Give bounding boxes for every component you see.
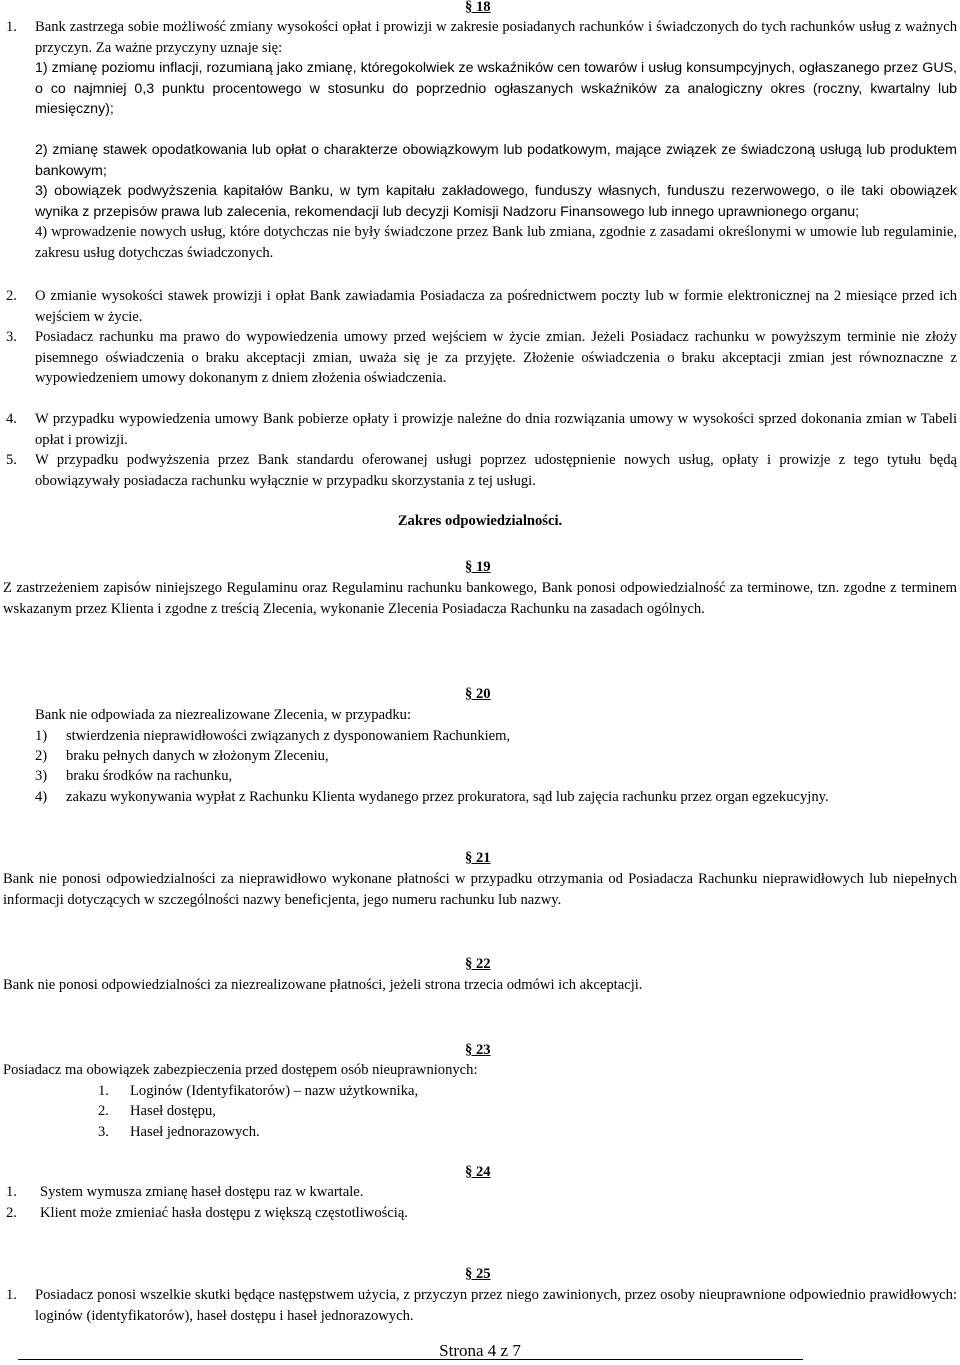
list-item: zakazu wykonywania wypłat z Rachunku Klienta wydanego przez prokuratora, sąd lub zajęcia rachunku przez organ egzekucyjny.	[66, 789, 829, 805]
section-heading-22: § 22	[465, 956, 491, 972]
paragraph-18-1-sub3: 3) obowiązek podwyższenia kapitałów Banku, w tym kapitału zakładowego, funduszy własnych, funduszu rezerwowego, o ile taki obowiązek wynika z przepisów prawa lub zalecenia, rekomendacji lub decyzji Komisji Nadzoru Finansowego lub innego uprawnionego organu;	[35, 183, 957, 220]
list-item-number: 4)	[35, 789, 48, 805]
paragraph-18-4: W przypadku wypowiedzenia umowy Bank pobierze opłaty i prowizje należne do dnia rozwiązania umowy w wysokości sprzed dokonania zmian w Tabeli opłat i prowizji.	[35, 411, 957, 448]
item-number: 1.	[6, 19, 17, 35]
section-heading-23: § 23	[465, 1042, 491, 1058]
footer-rule	[18, 1359, 803, 1360]
paragraph-18-1-sub4: 4) wprowadzenie nowych usług, które dotychczas nie były świadczone przez Bank lub zmiana, zgodnie z zasadami określonymi w umowie lub regulaminie, zakresu usług dotychczas świadczonych.	[35, 224, 957, 261]
section-heading-24: § 24	[465, 1164, 491, 1180]
item-number: 5.	[6, 452, 17, 468]
paragraph-25-1: Posiadacz ponosi wszelkie skutki będące następstwem użycia, z przyczyn przez niego zawinionych, przez osoby nieuprawnione odpowiednio prawidłowych: loginów (identyfikatorów), haseł dostępu i haseł jednorazowych.	[35, 1287, 957, 1324]
list-item: Loginów (Identyfikatorów) – nazw użytkownika,	[130, 1083, 419, 1099]
paragraph-19: Z zastrzeżeniem zapisów niniejszego Regulaminu oraz Regulaminu rachunku bankowego, Bank ponosi odpowiedzialność za terminowe, tzn. zgodne z terminem wskazanym przez Klienta i zgodne z treścią Zlecenia, wykonanie Zlecenia Posiadacza Rachunku na zasadach ogólnych.	[3, 580, 957, 617]
list-item: Haseł dostępu,	[130, 1103, 216, 1119]
list-item-number: 3)	[35, 768, 48, 784]
section-heading-18: § 18	[465, 0, 491, 15]
paragraph-18-5: W przypadku podwyższenia przez Bank standardu oferowanej usługi poprzez udostępnienie nowych usług, opłaty i prowizje z tego tytułu będą obowiązywały posiadacza rachunku wyłącznie w przypadku skorzystania z tej usługi.	[35, 452, 957, 489]
heading-zakres-odpowiedzialnosci: Zakres odpowiedzialności.	[397, 513, 563, 529]
list-item: braku pełnych danych w złożonym Zleceniu,	[66, 748, 329, 764]
section-heading-21: § 21	[465, 850, 491, 866]
item-number: 3.	[6, 329, 17, 345]
list-item-number: 1.	[98, 1083, 109, 1099]
item-number: 1.	[6, 1287, 17, 1303]
paragraph-18-1: Bank zastrzega sobie możliwość zmiany wysokości opłat i prowizji w zakresie posiadanych rachunków i świadczonych do tych rachunków usług z ważnych przyczyn. Za ważne przyczyny uznaje się:	[35, 19, 957, 56]
list-item: Haseł jednorazowych.	[130, 1124, 260, 1140]
list-item: System wymusza zmianę haseł dostępu raz w kwartale.	[40, 1184, 364, 1200]
list-item-number: 1.	[6, 1184, 17, 1200]
paragraph-20-intro: Bank nie odpowiada za niezrealizowane Zlecenia, w przypadku:	[35, 707, 412, 723]
paragraph-18-2: O zmianie wysokości stawek prowizji i opłat Bank zawiadamia Posiadacza za pośrednictwem poczty lub w formie elektronicznej na 2 miesiące przed ich wejściem w życie.	[35, 288, 957, 325]
paragraph-18-1-sub2: 2) zmianę stawek opodatkowania lub opłat o charakterze obowiązkowym lub podatkowym, mające związek ze świadczoną usługą lub produktem bankowym;	[35, 142, 957, 179]
list-item-number: 2)	[35, 748, 48, 764]
item-number: 2.	[6, 288, 17, 304]
section-heading-20: § 20	[465, 686, 491, 702]
list-item: braku środków na rachunku,	[66, 768, 233, 784]
paragraph-18-1-sub1: 1) zmianę poziomu inflacji, rozumianą jako zmianę, któregokolwiek ze wskaźników cen towarów i usług konsumpcyjnych, ogłaszanego przez GUS, o co najmniej 0,3 punktu procentowego w stosunku do poprzednio ogłaszanych wskaźników za analogiczny okres (roczny, kwartalny lub miesięczny);	[35, 60, 957, 117]
paragraph-21: Bank nie ponosi odpowiedzialności za nieprawidłowo wykonane płatności w przypadku otrzymania od Posiadacza Rachunku nieprawidłowych lub niepełnych informacji dotyczących w szczególności nazwy beneficjenta, jego numeru rachunku lub nazwy.	[3, 871, 957, 908]
list-item-number: 2.	[6, 1205, 17, 1221]
list-item: Klient może zmieniać hasła dostępu z większą częstotliwością.	[40, 1205, 408, 1221]
list-item: stwierdzenia nieprawidłowości związanych z dysponowaniem Rachunkiem,	[66, 728, 511, 744]
item-number: 4.	[6, 411, 17, 427]
list-item-number: 2.	[98, 1103, 109, 1119]
section-heading-25: § 25	[465, 1266, 491, 1282]
paragraph-23-intro: Posiadacz ma obowiązek zabezpieczenia przed dostępem osób nieuprawnionych:	[3, 1062, 478, 1078]
section-heading-19: § 19	[465, 559, 491, 575]
page-number: Strona 4 z 7	[439, 1341, 521, 1360]
list-item-number: 3.	[98, 1124, 109, 1140]
paragraph-18-3: Posiadacz rachunku ma prawo do wypowiedzenia umowy przed wejściem w życie zmian. Jeżeli Posiadacz rachunku w powyższym terminie nie złoży pisemnego oświadczenia o braku akceptacji zmian, uważa się je za przyjęte. Złożenie oświadczenia o braku akceptacji zmian jest równoznaczne z wypowiedzeniem umowy dokonanym z dniem złożenia oświadczenia.	[35, 329, 957, 386]
list-item-number: 1)	[35, 728, 48, 744]
paragraph-22: Bank nie ponosi odpowiedzialności za niezrealizowane płatności, jeżeli strona trzecia odmówi ich akceptacji.	[3, 977, 643, 993]
